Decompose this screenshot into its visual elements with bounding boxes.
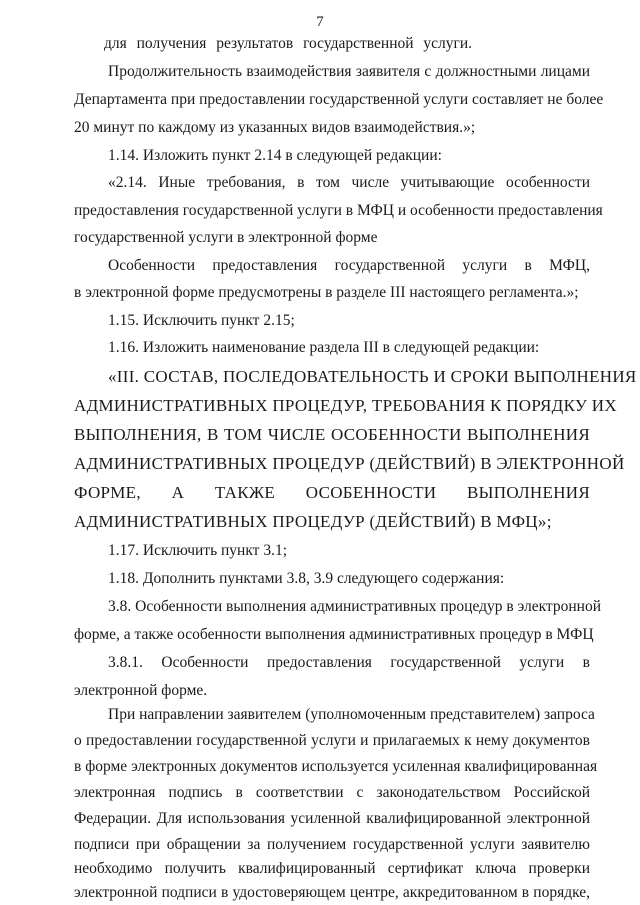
text-line: Особенности предоставления государственной услуги в МФЦ, — [108, 257, 590, 274]
text-line: 3.8.1. Особенности предоставления государственной услуги в — [108, 654, 590, 671]
page-number: 7 — [316, 14, 324, 30]
text-line: в электронной форме предусмотрены в разделе III настоящего регламента.»; — [74, 284, 579, 301]
text-line: государственной услуги в электронной форме — [74, 229, 378, 246]
text-line: 1.14. Изложить пункт 2.14 в следующей редакции: — [108, 147, 442, 164]
text-line: 1.18. Дополнить пунктами 3.8, 3.9 следующего содержания: — [108, 570, 505, 587]
text-line: Департамента при предоставлении государственной услуги составляет не более — [74, 91, 604, 108]
section-heading-line: АДМИНИСТРАТИВНЫХ ПРОЦЕДУР (ДЕЙСТВИЙ) В МФЦ»; — [74, 512, 552, 531]
text-line: электронная подпись в соответствии с законодательством Российской — [74, 784, 590, 801]
text-line: форме, а также особенности выполнения административных процедур в МФЦ — [74, 626, 594, 643]
text-line: «2.14. Иные требования, в том числе учитывающие особенности — [108, 174, 590, 191]
text-line: При направлении заявителем (уполномоченным представителем) запроса — [108, 706, 595, 723]
text-line: 20 минут по каждому из указанных видов взаимодействия.»; — [74, 119, 476, 136]
text-line: предоставления государственной услуги в МФЦ и особенности предоставления — [74, 202, 603, 219]
section-heading-line: «III. СОСТАВ, ПОСЛЕДОВАТЕЛЬНОСТЬ И СРОКИ ВЫПОЛНЕНИЯ — [108, 367, 637, 386]
text-line: 1.17. Исключить пункт 3.1; — [108, 542, 288, 559]
text-line: подписи при обращении за получением государственной услуги заявителю — [74, 836, 590, 853]
text-line: электронной форме. — [74, 682, 208, 699]
section-heading-line: АДМИНИСТРАТИВНЫХ ПРОЦЕДУР, ТРЕБОВАНИЯ К ПОРЯДКУ ИХ — [74, 396, 617, 415]
text-line: для получения результатов государственной услуги. — [104, 35, 473, 52]
text-line: 1.16. Изложить наименование раздела III в следующей редакции: — [108, 339, 540, 356]
text-line: о предоставлении государственной услуги и прилагаемых к нему документов — [74, 732, 590, 749]
text-line: 3.8. Особенности выполнения административных процедур в электронной — [108, 598, 602, 615]
text-line: электронной подписи в удостоверяющем центре, аккредитованном в порядке, — [74, 884, 590, 901]
text-line: Продолжительность взаимодействия заявителя с должностными лицами — [108, 63, 590, 80]
text-line: необходимо получить квалифицированный сертификат ключа проверки — [74, 860, 590, 877]
section-heading-line: ФОРМЕ, А ТАКЖЕ ОСОБЕННОСТИ ВЫПОЛНЕНИЯ — [74, 483, 590, 502]
section-heading-line: ВЫПОЛНЕНИЯ, В ТОМ ЧИСЛЕ ОСОБЕННОСТИ ВЫПОЛНЕНИЯ — [74, 425, 590, 444]
section-heading-line: АДМИНИСТРАТИВНЫХ ПРОЦЕДУР (ДЕЙСТВИЙ) В ЭЛЕКТРОННОЙ — [74, 454, 625, 473]
text-line: в форме электронных документов используется усиленная квалифицированная — [74, 758, 598, 775]
text-line: 1.15. Исключить пункт 2.15; — [108, 312, 295, 329]
text-line: Федерации. Для использования усиленной квалифицированной электронной — [74, 810, 590, 827]
